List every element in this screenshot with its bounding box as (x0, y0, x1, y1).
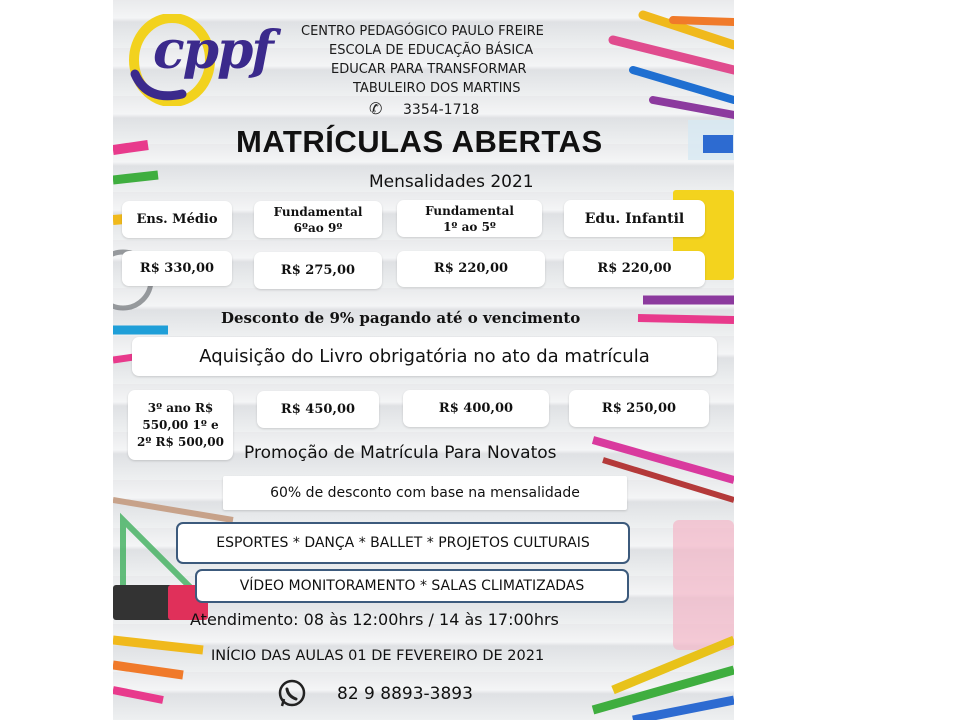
level-fundamental-2 (254, 201, 382, 238)
school-phone: 3354-1718 (403, 102, 480, 118)
whatsapp-icon (277, 679, 307, 709)
level-label: Edu. Infantil (584, 210, 685, 227)
price-ens-medio (122, 251, 232, 286)
school-type: ESCOLA DE EDUCAÇÃO BÁSICA (329, 43, 534, 58)
price-fundamental-2 (254, 252, 382, 289)
phone-icon: ✆ (369, 99, 383, 118)
book-notice (132, 337, 717, 376)
book-price-infantil (569, 390, 709, 427)
price-value: R$ 400,00 (438, 400, 514, 416)
promo-box (223, 476, 627, 510)
level-label: Fundamental 1º ao 5º (425, 203, 514, 234)
price-edu-infantil (564, 251, 705, 287)
price-fundamental-1 (397, 251, 545, 287)
price-value: R$ 220,00 (433, 261, 509, 276)
features-box (195, 569, 629, 603)
book-price-medio (128, 390, 233, 460)
school-logo (127, 14, 272, 106)
promo-text: 60% de desconto com base na mensalidade (270, 485, 580, 501)
headline: MATRÍCULAS ABERTAS (236, 124, 603, 159)
level-label: Ens. Médio (136, 211, 218, 227)
logo-text: cppf (153, 20, 272, 81)
price-value: R$ 250,00 (601, 400, 677, 416)
level-edu-infantil (564, 200, 705, 237)
activities-box (176, 522, 630, 564)
book-notice-text: Aquisição do Livro obrigatória no ato da matrícula (199, 345, 650, 367)
activities-text: ESPORTES * DANÇA * BALLET * PROJETOS CULTURAIS (216, 535, 590, 551)
book-price-medio-text: 3º ano R$ 550,00 1º e 2º R$ 500,00 (137, 400, 224, 449)
price-value: R$ 220,00 (597, 261, 672, 276)
opening-hours: Atendimento: 08 às 12:00hrs / 14 às 17:00hrs (190, 610, 559, 629)
ruler-icon (673, 520, 734, 650)
promo-title: Promoção de Matrícula Para Novatos (244, 443, 557, 463)
book-price-fundamental-1 (403, 390, 549, 427)
price-value: R$ 275,00 (280, 262, 356, 278)
subtitle: Mensalidades 2021 (369, 172, 534, 192)
price-value: R$ 330,00 (139, 260, 215, 276)
level-label: Fundamental 6ºao 9º (273, 204, 363, 235)
level-ens-medio (122, 201, 232, 238)
pencil-icon (613, 15, 734, 115)
eraser-icon (113, 585, 173, 620)
book-price-fundamental-2 (257, 391, 379, 428)
features-text: VÍDEO MONITORAMENTO * SALAS CLIMATIZADAS (239, 578, 585, 594)
whatsapp-number: 82 9 8893-3893 (337, 684, 473, 704)
classes-start: INÍCIO DAS AULAS 01 DE FEVEREIRO DE 2021 (211, 648, 545, 664)
price-value: R$ 450,00 (280, 401, 356, 417)
flyer (113, 0, 734, 720)
level-fundamental-1 (397, 200, 542, 237)
school-motto: EDUCAR PARA TRANSFORMAR (331, 62, 527, 77)
school-name: CENTRO PEDAGÓGICO PAULO FREIRE (301, 24, 544, 39)
discount-notice: Desconto de 9% pagando até o vencimento (221, 309, 581, 327)
school-location: TABULEIRO DOS MARTINS (353, 81, 521, 96)
